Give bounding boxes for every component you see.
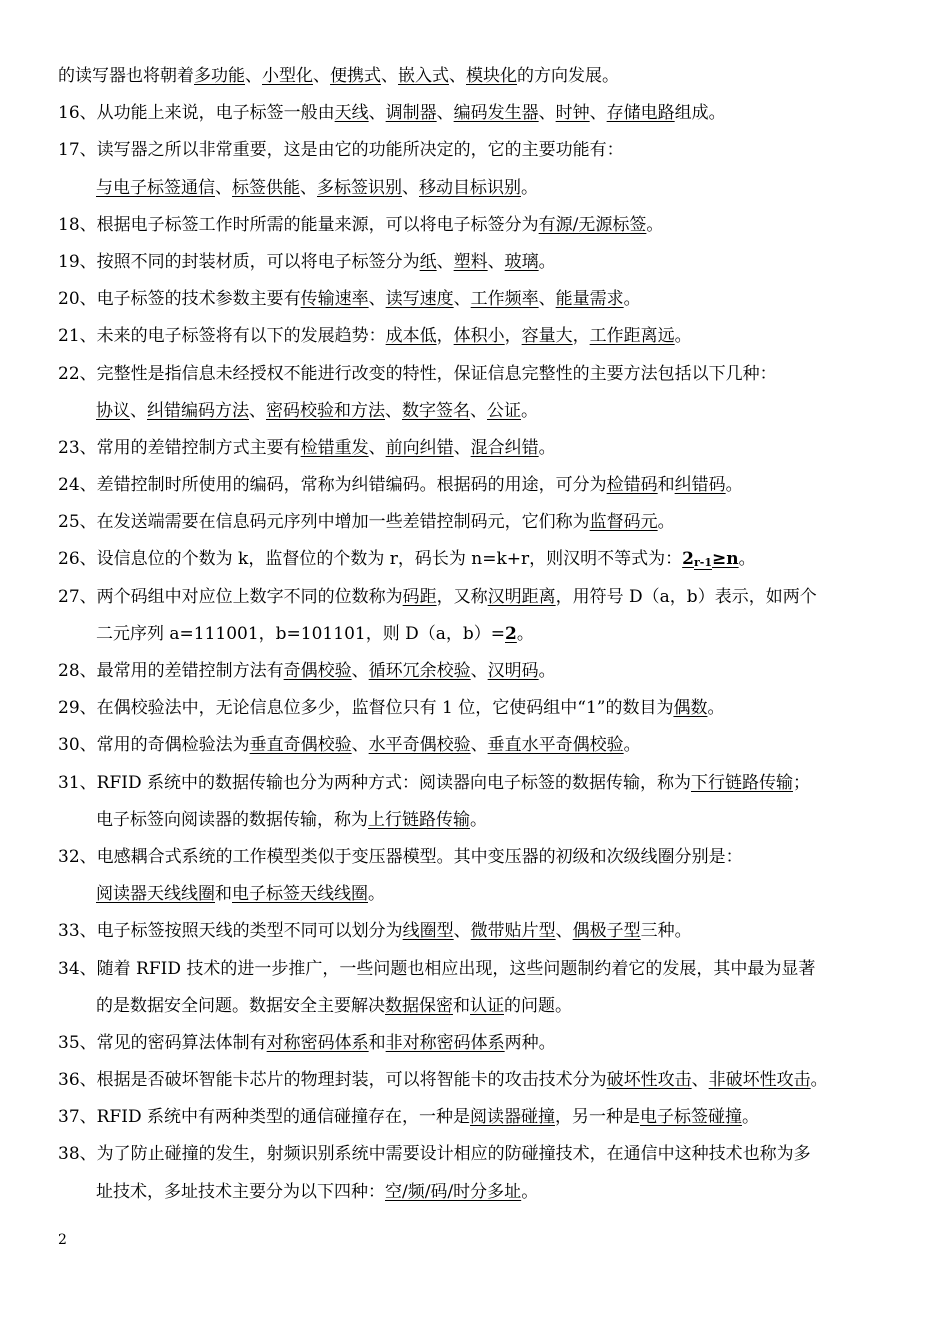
question-text: 、	[351, 735, 369, 756]
answer-text: 数字签名	[402, 400, 470, 421]
answer-text: 成本低	[385, 326, 437, 347]
question-text: 34、随着 RFID 技术的进一步推广，一些问题也相应出现，这些问题制约着它的发展，其中最为显著	[58, 958, 816, 979]
question-text: ，	[504, 326, 522, 347]
answer-text: 协议	[96, 400, 130, 421]
question-text: ；	[792, 772, 810, 793]
question-text: 17、读写器之所以非常重要，这是由它的功能所决定的，它的主要功能有：	[58, 140, 624, 161]
question-text: 的是数据安全问题。数据安全主要解决	[96, 995, 385, 1016]
answer-text: 读写速度	[385, 289, 454, 310]
question-text: 、	[249, 400, 266, 421]
text-line	[58, 843, 900, 880]
answer-text: 与电子标签通信	[96, 177, 215, 198]
answer-text: 容量大	[521, 326, 573, 347]
question-text: 、	[402, 177, 419, 198]
question-text: 、	[487, 251, 505, 272]
question-text: 二元序列 a=111001，b=101101，则 D（a，b）=	[96, 623, 505, 644]
question-text: 、	[453, 289, 471, 310]
question-text: 。	[674, 326, 692, 347]
answer-text: 体积小	[453, 326, 505, 347]
question-text: ，又称	[436, 586, 488, 607]
answer-text: 电子标签碰撞	[639, 1107, 742, 1128]
text-line	[58, 992, 900, 1029]
question-text: 址技术，多址技术主要分为以下四种：	[96, 1181, 385, 1202]
question-text: 、	[453, 437, 471, 458]
text-line	[58, 731, 900, 768]
answer-text: 存储电路	[606, 103, 675, 124]
question-text: 、	[691, 1070, 709, 1091]
answer-text: 移动目标识别	[419, 177, 521, 198]
question-text: 、	[589, 103, 607, 124]
answer-text: 空/频/码/时分多址	[385, 1181, 522, 1202]
question-text: 23、常用的差错控制方式主要有	[58, 437, 301, 458]
question-text: 和	[215, 884, 232, 905]
answer-text: 监督码元	[589, 512, 658, 533]
answer-text: 传输速率	[300, 289, 369, 310]
answer-text: 上行链路传输	[368, 809, 470, 830]
question-text: 、	[436, 103, 454, 124]
answer-text: 公证	[487, 400, 521, 421]
text-line	[58, 322, 900, 359]
text-line	[58, 211, 900, 248]
answer-text: 汉明码	[487, 661, 539, 681]
answer-text: 微带贴片型	[470, 921, 556, 942]
answer-text: 垂直水平奇偶校验	[487, 735, 624, 756]
question-text: 29、在偶校验法中，无论信息位多少，监督位只有 1 位，它使码组中“1”的数目为	[58, 698, 674, 719]
question-text: 20、电子标签的技术参数主要有	[58, 289, 301, 310]
answer-text: 阅读器碰撞	[469, 1107, 555, 1128]
question-text: 、	[368, 289, 386, 310]
question-text: 。	[538, 251, 556, 272]
answer-text: 多功能	[194, 66, 245, 86]
answer-text: 检错码	[606, 475, 658, 496]
answer-text: 模块化	[466, 66, 517, 86]
question-text: 。	[521, 1181, 539, 1202]
question-text: 36、根据是否破坏智能卡芯片的物理封装，可以将智能卡的攻击技术分为	[58, 1070, 607, 1091]
question-text: 。	[707, 698, 725, 719]
answer-text: 阅读器天线线圈	[96, 884, 215, 905]
question-text: 、	[368, 437, 386, 458]
answer-text: 汉明距离	[487, 586, 556, 607]
text-line	[58, 955, 900, 992]
text-line	[58, 769, 900, 806]
text-line	[58, 397, 900, 434]
question-text: 的读写器也将朝着	[58, 66, 194, 86]
text-line	[58, 471, 900, 508]
question-text: 、	[368, 103, 386, 124]
text-line	[58, 545, 900, 582]
answer-text: 线圈型	[402, 921, 454, 942]
question-text: 。	[538, 661, 556, 681]
answer-text: 有源/无源标签	[538, 214, 647, 235]
question-text: 32、电感耦合式系统的工作模型类似于变压器模型。其中变压器的初级和次级线圈分别是：	[58, 846, 743, 867]
answer-text: 工作距离远	[589, 326, 675, 347]
answer-text: 天线	[334, 103, 369, 124]
question-text: 、	[385, 400, 402, 421]
question-text: 。	[516, 623, 534, 644]
question-text: ，	[436, 326, 454, 347]
question-text: 。	[623, 289, 641, 310]
question-text: 、	[453, 921, 471, 942]
answer-text: 水平奇偶校验	[368, 735, 471, 756]
question-text: 18、根据电子标签工作时所需的能量来源，可以将电子标签分为	[58, 214, 539, 235]
text-line	[58, 657, 900, 694]
answer-text: 混合纠错	[470, 437, 539, 458]
question-text: 的问题。	[504, 995, 572, 1016]
question-text: 37、RFID 系统中有两种类型的通信碰撞存在，一种是	[58, 1107, 470, 1128]
text-line	[58, 62, 900, 99]
answer-text: 纠错码	[674, 475, 726, 496]
question-text: 21、未来的电子标签将有以下的发展趋势：	[58, 326, 386, 347]
question-text: 19、按照不同的封装材质，可以将电子标签分为	[58, 251, 420, 272]
question-text: 三种。	[640, 921, 692, 942]
answer-text: 纸	[419, 251, 437, 272]
answer-text: 循环冗余校验	[368, 661, 471, 681]
question-text: 33、电子标签按照天线的类型不同可以划分为	[58, 921, 403, 942]
text-line	[58, 285, 900, 322]
document-body	[58, 62, 900, 1215]
question-text: 、	[436, 251, 454, 272]
text-line	[58, 917, 900, 954]
question-text: 28、最常用的差错控制方法有	[58, 661, 284, 681]
question-text: 24、差错控制时所使用的编码，常称为纠错编码。根据码的用途，可分为	[58, 475, 607, 496]
text-line	[58, 1178, 900, 1215]
question-text: 、	[313, 66, 330, 86]
answer-text: 偶极子型	[572, 921, 641, 942]
question-text: 35、常见的密码算法体制有	[58, 1032, 267, 1053]
answer-text: 认证	[470, 995, 504, 1016]
question-text: 。	[725, 475, 743, 496]
answer-text: 便携式	[330, 66, 381, 86]
answer-text: 2	[505, 623, 517, 644]
answer-text: 编码发生器	[453, 103, 539, 124]
answer-text: 能量需求	[555, 289, 624, 310]
text-line	[58, 248, 900, 285]
question-text: ，另一种是	[554, 1107, 640, 1128]
answer-text: 塑料	[453, 251, 488, 272]
text-line	[58, 583, 900, 620]
question-text: 、	[351, 661, 369, 681]
question-text: 。	[623, 735, 641, 756]
text-line	[58, 806, 900, 843]
answer-text: 电子标签天线线圈	[232, 884, 368, 905]
question-text: 。	[657, 512, 675, 533]
answer-text: 非破坏性攻击	[708, 1070, 811, 1091]
question-text: 和	[368, 1032, 386, 1053]
question-text: ，用符号 D（a，b）表示，如两个	[555, 586, 817, 607]
text-line	[58, 880, 900, 917]
question-text: 的方向发展。	[517, 66, 619, 86]
answer-text: 时钟	[555, 103, 590, 124]
question-text: 30、常用的奇偶检验法为	[58, 735, 250, 756]
question-text: 电子标签向阅读器的数据传输，称为	[96, 809, 368, 830]
question-text: 、	[470, 735, 488, 756]
question-text: 、	[538, 289, 556, 310]
text-line	[58, 1029, 900, 1066]
answer-text: 嵌入式	[398, 66, 449, 86]
question-text: 。	[738, 549, 756, 570]
question-text: 、	[555, 921, 573, 942]
answer-text: 数据保密	[385, 995, 453, 1016]
question-text: ，	[572, 326, 590, 347]
answer-text: 多标签识别	[317, 177, 402, 198]
text-line	[58, 136, 900, 173]
text-line	[58, 174, 900, 211]
answer-text: 破坏性攻击	[606, 1070, 692, 1091]
question-text: 、	[215, 177, 232, 198]
answer-text: 下行链路传输	[690, 772, 793, 793]
answer-text: 码距	[402, 586, 437, 607]
question-text: 和	[453, 995, 470, 1016]
answer-text: 调制器	[385, 103, 437, 124]
question-text: 22、完整性是指信息未经授权不能进行改变的特性，保证信息完整性的主要方法包括以下几种：	[58, 363, 777, 384]
text-line	[58, 1140, 900, 1177]
answer-text: ≥n	[712, 549, 739, 570]
question-text: 。	[741, 1107, 759, 1128]
answer-text: 非对称密码体系	[385, 1032, 505, 1053]
question-text: 。	[521, 177, 538, 198]
question-text: 组成。	[674, 103, 726, 124]
question-text: 。	[470, 809, 487, 830]
question-text: 31、RFID 系统中的数据传输也分为两种方式：阅读器向电子标签的数据传输，称为	[58, 772, 691, 793]
answer-text: r-1	[693, 556, 712, 570]
text-line	[58, 99, 900, 136]
text-line	[58, 1066, 900, 1103]
answer-text: 偶数	[673, 698, 708, 719]
answer-text: 2	[682, 549, 694, 570]
question-text: 。	[368, 884, 385, 905]
answer-text: 对称密码体系	[266, 1032, 369, 1053]
question-text: 。	[538, 437, 556, 458]
question-text: 、	[470, 661, 488, 681]
text-line	[58, 508, 900, 545]
page-number: 2	[58, 1232, 67, 1248]
question-text: 和	[657, 475, 675, 496]
text-line	[58, 620, 900, 657]
question-text: 38、为了防止碰撞的发生，射频识别系统中需要设计相应的防碰撞技术，在通信中这种技术也称为多	[58, 1144, 811, 1165]
answer-text: 检错重发	[300, 437, 369, 458]
answer-text: 标签供能	[232, 177, 300, 198]
question-text: 、	[470, 400, 487, 421]
answer-text: 垂直奇偶校验	[249, 735, 352, 756]
answer-text: 纠错编码方法	[147, 400, 249, 421]
text-line	[58, 1103, 900, 1140]
text-line	[58, 694, 900, 731]
answer-text: 奇偶校验	[283, 661, 352, 681]
text-line	[58, 360, 900, 397]
question-text: 、	[130, 400, 147, 421]
question-text: 、	[538, 103, 556, 124]
question-text: 、	[449, 66, 466, 86]
question-text: 25、在发送端需要在信息码元序列中增加一些差错控制码元，它们称为	[58, 512, 590, 533]
answer-text: 密码校验和方法	[266, 400, 385, 421]
answer-text: 前向纠错	[385, 437, 454, 458]
question-text: 。	[646, 214, 664, 235]
question-text: 。	[521, 400, 538, 421]
question-text: 。	[810, 1070, 828, 1091]
answer-text: 小型化	[262, 66, 313, 86]
question-text: 、	[245, 66, 262, 86]
question-text: 、	[300, 177, 317, 198]
question-text: 26、设信息位的个数为 k，监督位的个数为 r，码长为 n=k+r，则汉明不等式为：	[58, 549, 683, 570]
question-text: 16、从功能上来说，电子标签一般由	[58, 103, 335, 124]
answer-text: 工作频率	[470, 289, 539, 310]
question-text: 、	[381, 66, 398, 86]
question-text: 两种。	[504, 1032, 556, 1053]
question-text: 27、两个码组中对应位上数字不同的位数称为	[58, 586, 403, 607]
answer-text: 玻璃	[504, 251, 539, 272]
text-line	[58, 434, 900, 471]
